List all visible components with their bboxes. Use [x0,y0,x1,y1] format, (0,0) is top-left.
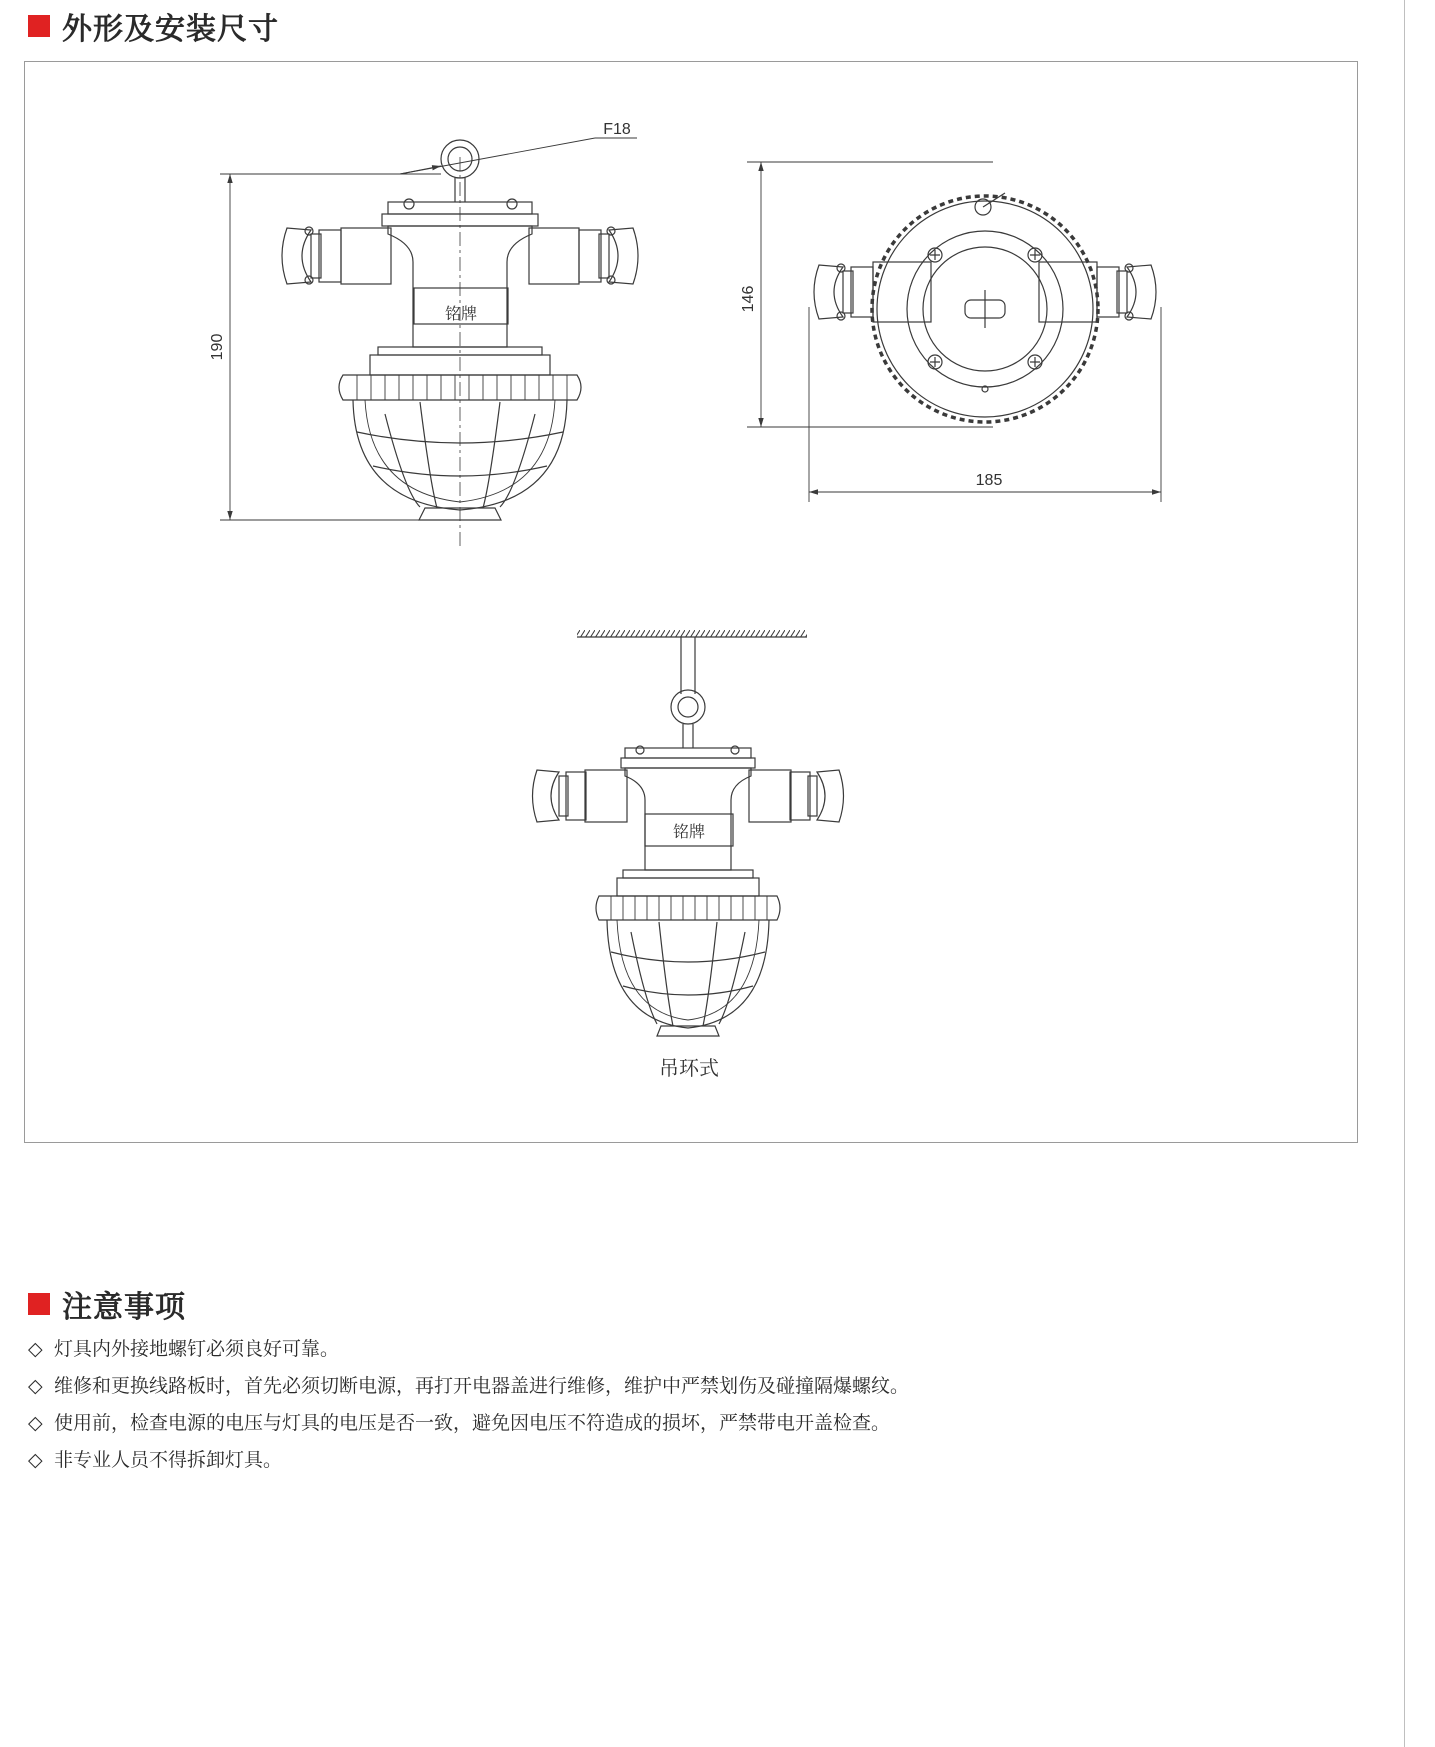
section-title-dimensions [28,4,279,48]
red-square-bullet [28,1293,50,1315]
nameplate-label: 铭牌 [444,306,478,323]
front-view-lamp [282,140,638,550]
screw-icon [404,199,414,209]
technical-drawing [25,62,1359,1144]
list-item [28,1447,1328,1484]
diamond-bullet-icon: ◇ [28,1412,43,1434]
ceiling-hatch [577,630,807,637]
page-edge-rule [1404,0,1405,1747]
dimension-185-label: 185 [975,472,1003,489]
note-text: 维修和更换线路板时，首先必须切断电源，再打开电器盖进行维修，维护中严禁划伤及碰撞隔爆螺纹。 [54,1375,910,1397]
section-title-notes [28,1282,186,1326]
note-text: 使用前，检查电源的电压与灯具的电压是否一致，避免因电压不符造成的损坏，严禁带电开盖检查。 [54,1412,891,1434]
top-view-lamp [814,193,1156,422]
diamond-bullet-icon: ◇ [28,1449,43,1471]
list-item [28,1373,1328,1410]
nameplate-label: 铭牌 [672,824,706,841]
diamond-bullet-icon: ◇ [28,1375,43,1397]
section-title-text: 注意事项 [62,1290,186,1325]
dimension-146-label: 146 [740,285,757,313]
list-item [28,1410,1328,1447]
red-square-bullet [28,15,50,37]
note-text: 灯具内外接地螺钉必须良好可靠。 [54,1338,340,1360]
note-text: 非专业人员不得拆卸灯具。 [54,1449,283,1471]
screw-icon [507,199,517,209]
diamond-bullet-icon: ◇ [28,1338,43,1360]
list-item [28,1336,1328,1373]
section-title-text: 外形及安装尺寸 [62,12,279,47]
top-view-dimensions [747,162,1161,502]
dimension-diagram-frame [24,61,1358,1143]
dimension-190-label: 190 [209,333,226,361]
notes-list [28,1336,1328,1484]
dimension-f18-label: F18 [603,121,631,138]
mount-caption: 吊环式 [659,1058,719,1080]
